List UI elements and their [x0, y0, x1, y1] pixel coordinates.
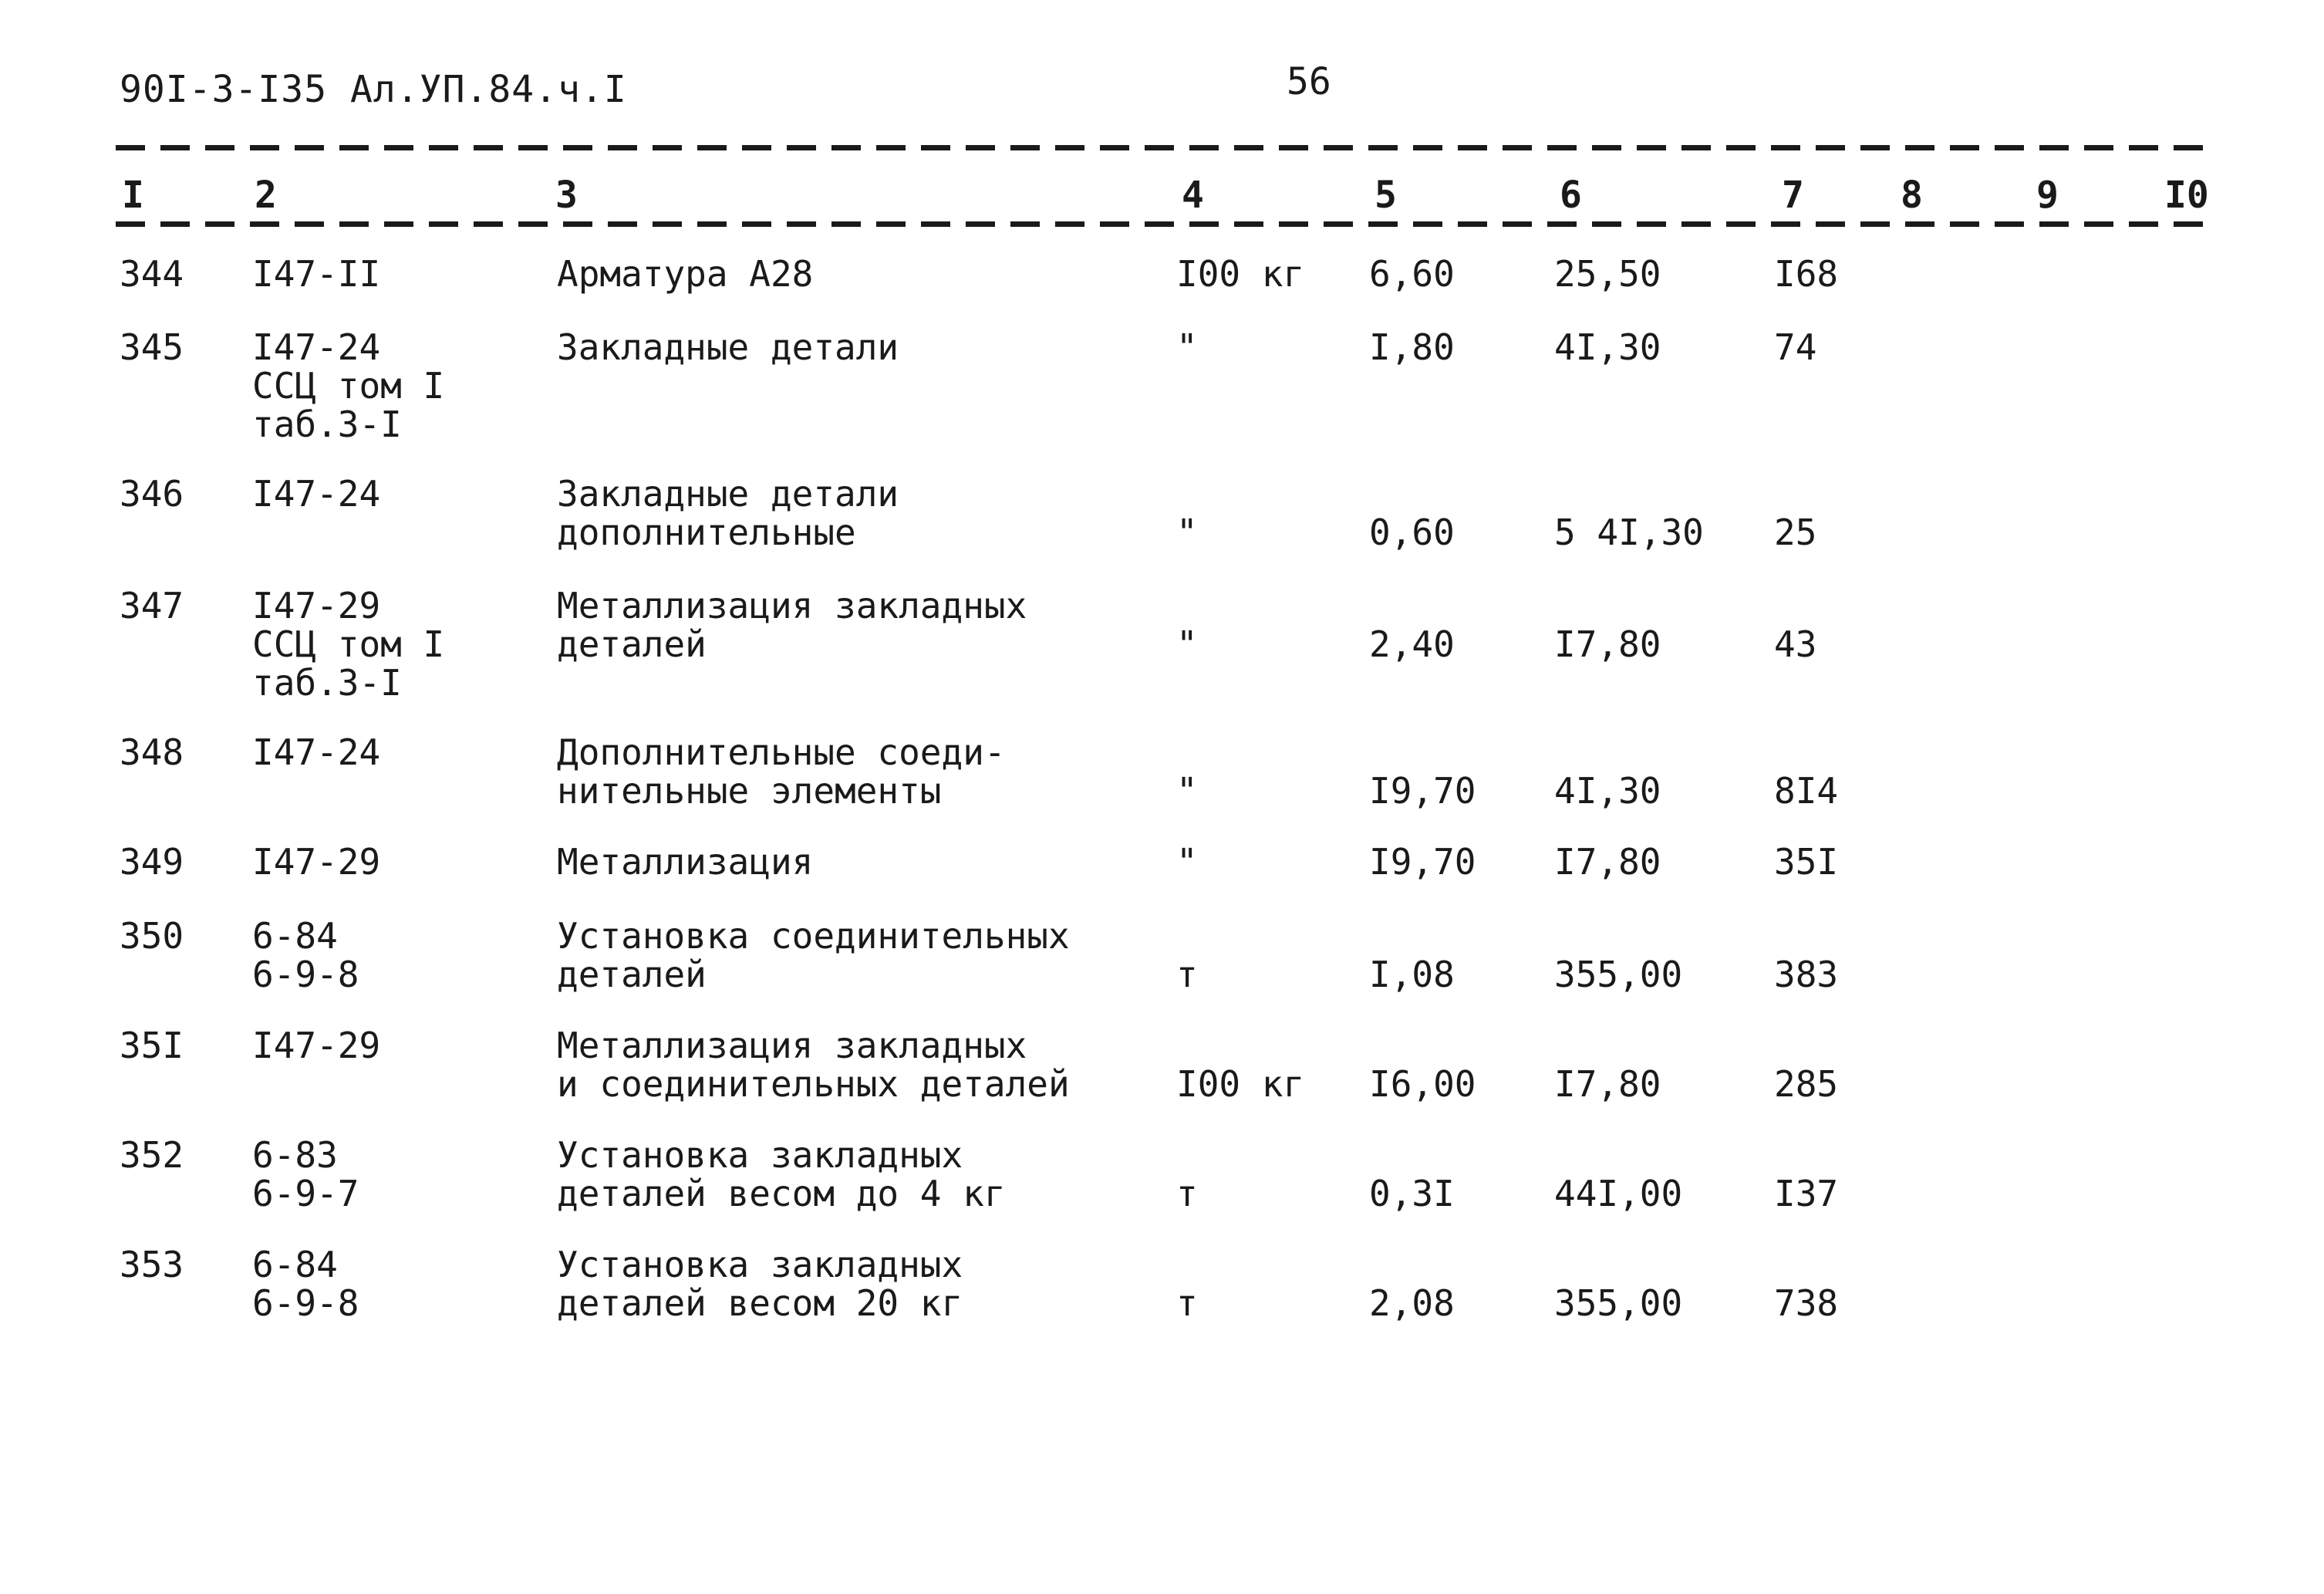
row-number: 347 [120, 585, 184, 626]
row-description: и соединительных деталей [557, 1063, 1070, 1105]
row-total: 43 [1774, 623, 1817, 665]
row-description: Дополнительные соеди- [557, 731, 1006, 773]
row-code: 6-9-7 [252, 1173, 359, 1214]
top-dashed-rule [116, 145, 2214, 150]
row-price: 4I,30 [1554, 326, 1661, 368]
row-quantity: I6,00 [1369, 1063, 1476, 1105]
row-number: 353 [120, 1244, 184, 1285]
row-description: Металлизация закладных [557, 585, 1027, 626]
row-total: 35I [1774, 841, 1839, 883]
row-unit: " [1176, 770, 1198, 812]
column-header-4: 4 [1182, 174, 1204, 217]
row-number: 346 [120, 473, 184, 515]
row-code: I47-II [252, 253, 381, 295]
row-code: 6-84 [252, 915, 338, 957]
row-unit: " [1176, 623, 1198, 665]
row-total: I37 [1774, 1173, 1839, 1214]
doc-code: 90I-3-I35 Ал.УП.84.ч.I [120, 68, 627, 111]
row-unit: т [1176, 1173, 1198, 1214]
row-unit: I00 кг [1176, 253, 1305, 295]
row-quantity: I,08 [1369, 954, 1455, 995]
row-quantity: 2,40 [1369, 623, 1455, 665]
row-description: деталей весом до 4 кг [557, 1173, 1006, 1214]
row-price: I7,80 [1554, 1063, 1661, 1105]
row-price: I7,80 [1554, 623, 1661, 665]
row-quantity: I9,70 [1369, 770, 1476, 812]
row-code: I47-29 [252, 585, 381, 626]
row-price: 4I,30 [1554, 770, 1661, 812]
row-description: Закладные детали [557, 326, 899, 368]
row-quantity: I9,70 [1369, 841, 1476, 883]
row-code: 6-84 [252, 1244, 338, 1285]
page-number: 56 [1287, 60, 1331, 103]
row-number: 345 [120, 326, 184, 368]
row-number: 349 [120, 841, 184, 883]
column-header-6: 6 [1560, 174, 1582, 217]
row-unit: т [1176, 1282, 1198, 1324]
row-total: 25 [1774, 512, 1817, 553]
row-number: 350 [120, 915, 184, 957]
row-total: 8I4 [1774, 770, 1839, 812]
row-code: I47-24 [252, 326, 381, 368]
row-code: таб.3-I [252, 404, 402, 445]
row-code: 6-9-8 [252, 1282, 359, 1324]
column-header-3: 3 [555, 174, 578, 217]
row-description: деталей весом 20 кг [557, 1282, 963, 1324]
row-number: 344 [120, 253, 184, 295]
row-price: 355,00 [1554, 954, 1683, 995]
row-unit: " [1176, 841, 1198, 883]
column-header-1: I [122, 174, 144, 217]
row-unit: т [1176, 954, 1198, 995]
row-description: Арматура A28 [557, 253, 814, 295]
column-header-7: 7 [1782, 174, 1804, 217]
column-header-8: 8 [1901, 174, 1923, 217]
column-header-5: 5 [1374, 174, 1397, 217]
row-unit: " [1176, 326, 1198, 368]
row-description: дополнительные [557, 512, 856, 553]
row-code: I47-29 [252, 841, 381, 883]
row-code: 6-83 [252, 1134, 338, 1176]
row-code: ССЦ том I [252, 623, 445, 665]
row-number: 35I [120, 1025, 184, 1066]
row-unit: " [1176, 512, 1198, 553]
row-quantity: 2,08 [1369, 1282, 1455, 1324]
row-code: I47-24 [252, 731, 381, 773]
header-dashed-rule [116, 221, 2214, 227]
row-description: деталей [557, 623, 707, 665]
row-number: 352 [120, 1134, 184, 1176]
row-quantity: 0,60 [1369, 512, 1455, 553]
row-price: 5 4I,30 [1554, 512, 1704, 553]
row-code: I47-29 [252, 1025, 381, 1066]
row-description: нительные элементы [557, 770, 942, 812]
row-description: Установка закладных [557, 1134, 963, 1176]
row-total: 383 [1774, 954, 1839, 995]
row-quantity: 6,60 [1369, 253, 1455, 295]
row-description: Закладные детали [557, 473, 899, 515]
row-code: таб.3-I [252, 662, 402, 704]
row-number: 348 [120, 731, 184, 773]
row-price: 44I,00 [1554, 1173, 1683, 1214]
row-total: 285 [1774, 1063, 1839, 1105]
row-price: I7,80 [1554, 841, 1661, 883]
row-quantity: 0,3I [1369, 1173, 1455, 1214]
row-description: Установка соединительных [557, 915, 1070, 957]
row-code: I47-24 [252, 473, 381, 515]
row-code: ССЦ том I [252, 365, 445, 407]
column-header-9: 9 [2036, 174, 2059, 217]
column-header-2: 2 [255, 174, 277, 217]
row-price: 25,50 [1554, 253, 1661, 295]
row-description: Металлизация закладных [557, 1025, 1027, 1066]
row-unit: I00 кг [1176, 1063, 1305, 1105]
row-total: 74 [1774, 326, 1817, 368]
row-total: I68 [1774, 253, 1839, 295]
row-total: 738 [1774, 1282, 1839, 1324]
row-description: Металлизация [557, 841, 814, 883]
row-description: Установка закладных [557, 1244, 963, 1285]
row-price: 355,00 [1554, 1282, 1683, 1324]
row-code: 6-9-8 [252, 954, 359, 995]
row-description: деталей [557, 954, 707, 995]
column-header-10: I0 [2164, 174, 2209, 217]
row-quantity: I,80 [1369, 326, 1455, 368]
